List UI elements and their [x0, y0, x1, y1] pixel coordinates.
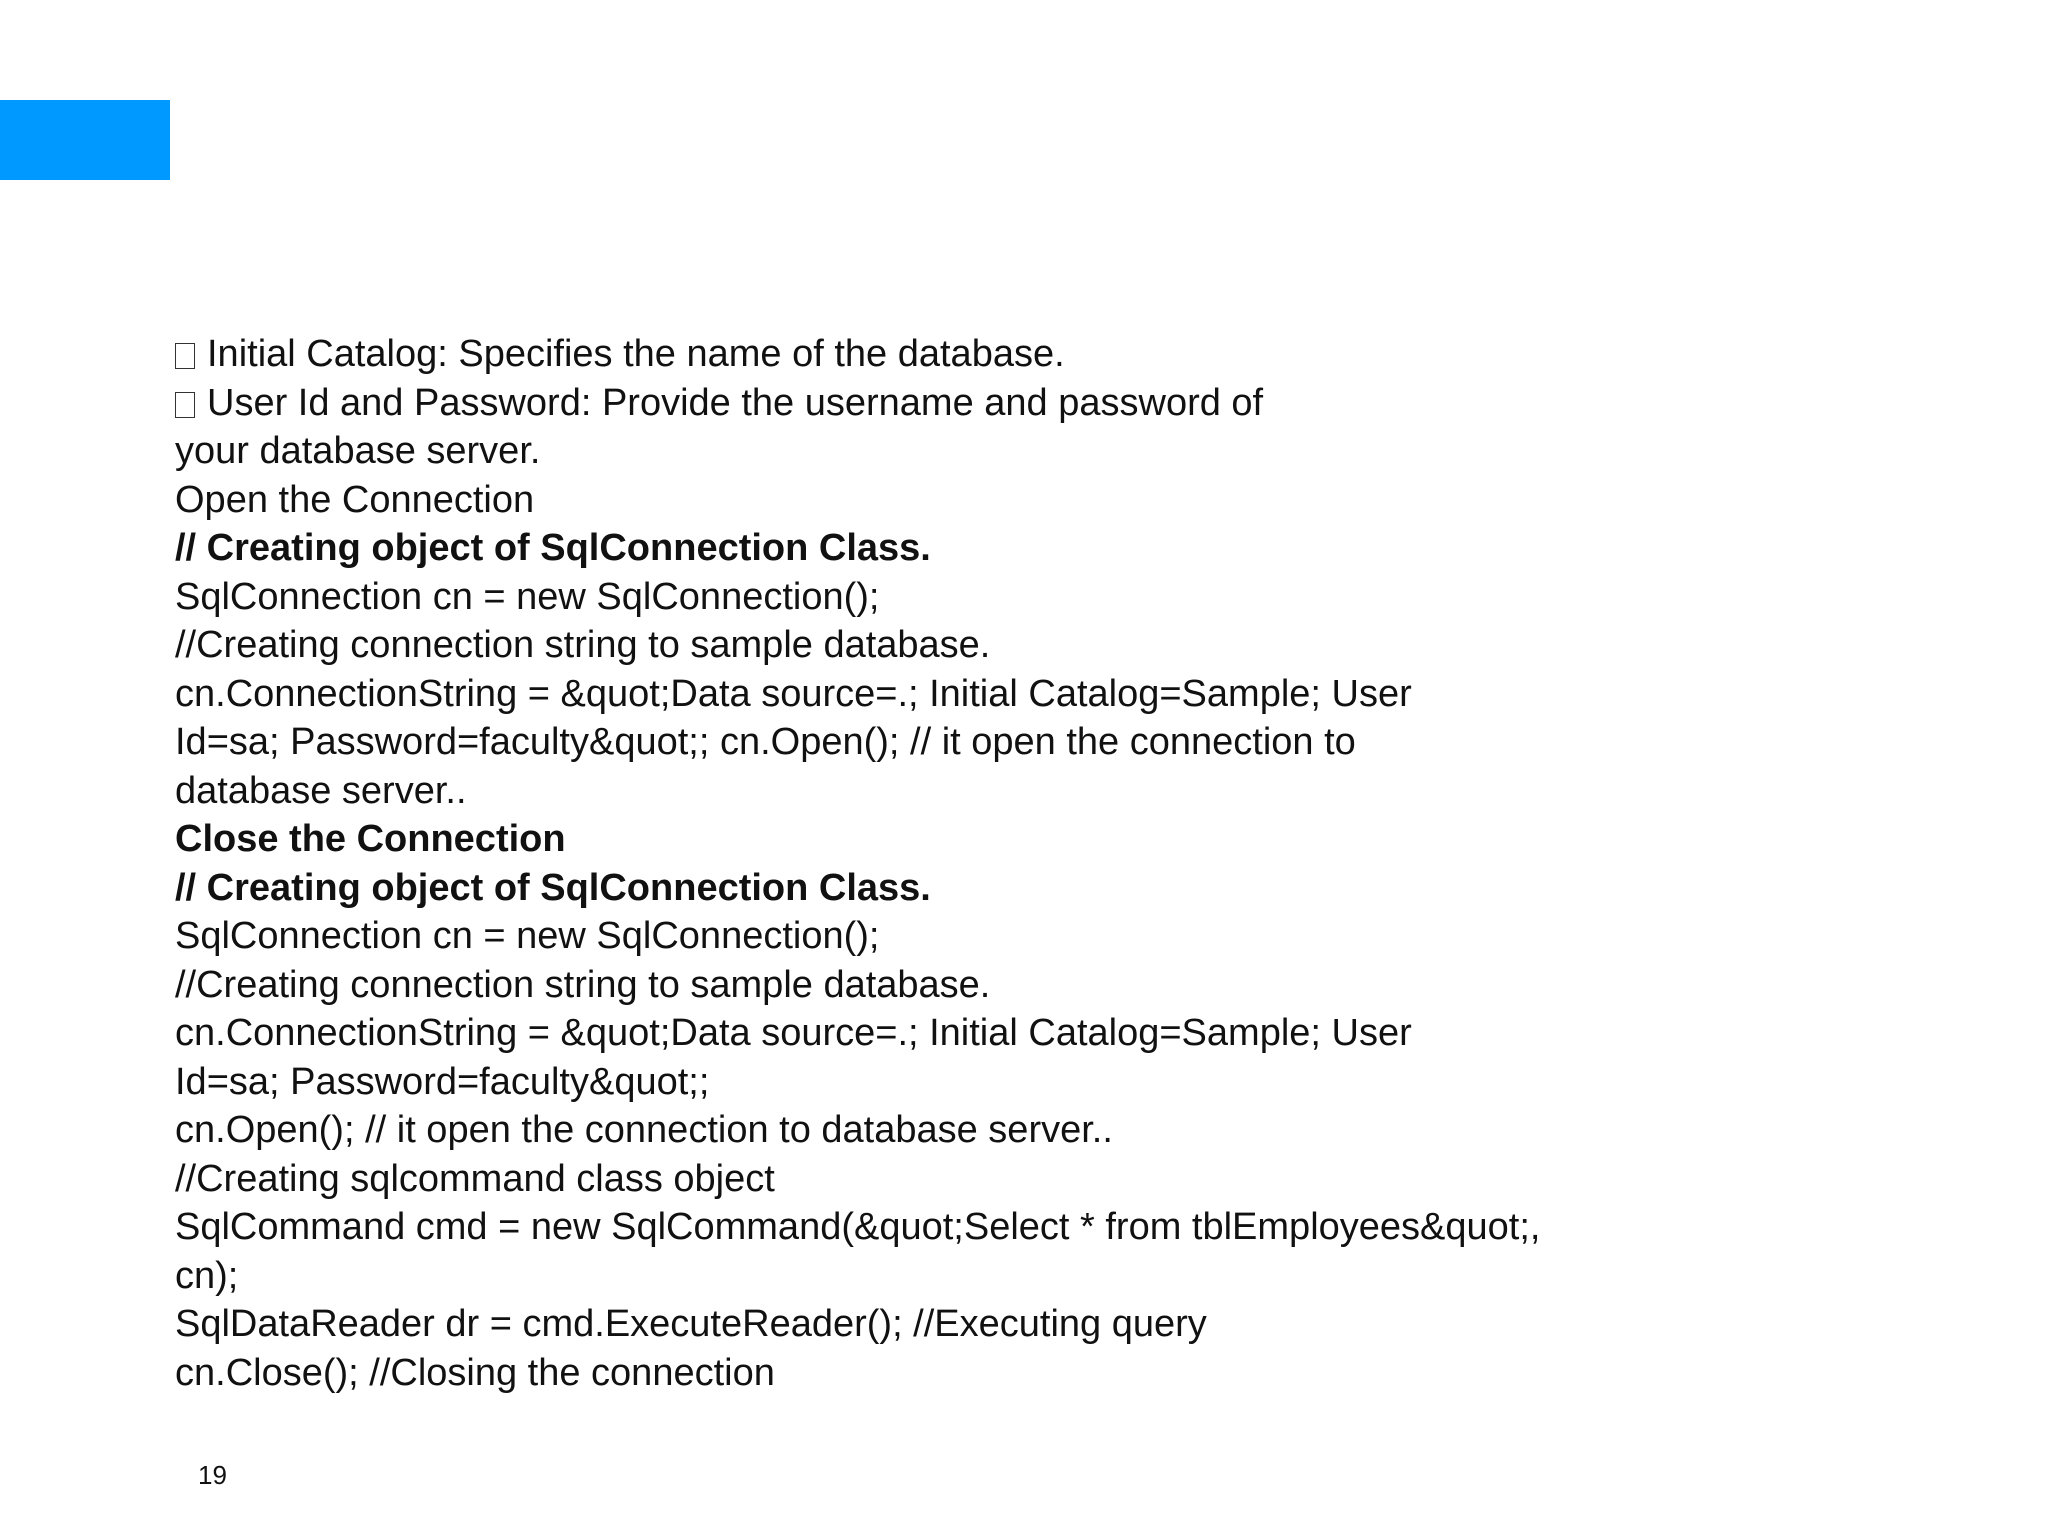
bullet-box-icon — [175, 343, 195, 369]
text-line — [175, 573, 1875, 622]
text-line-content: cn.ConnectionString = &quot;Data source=.; Initial Catalog=Sample; User — [175, 672, 1412, 715]
text-line-content: Id=sa; Password=faculty&quot;; cn.Open(); // it open the connection to — [175, 721, 1356, 763]
slide-body — [175, 330, 1875, 1397]
text-line — [175, 1009, 1875, 1058]
text-line — [175, 1203, 1875, 1252]
text-line — [175, 1058, 1875, 1107]
text-line — [175, 961, 1875, 1010]
text-line-content: cn); — [175, 1254, 239, 1297]
text-line — [175, 524, 1875, 573]
text-line — [175, 379, 1875, 428]
text-line — [175, 1106, 1875, 1155]
text-line — [175, 864, 1875, 913]
text-line-content: Close the Connection — [175, 818, 566, 860]
page-number: 19 — [198, 1460, 227, 1490]
text-line-content: database server.. — [175, 769, 467, 812]
text-line-content: cn.ConnectionString = &quot;Data source=.; Initial Catalog=Sample; User — [175, 1012, 1412, 1054]
accent-bar — [0, 100, 170, 180]
text-line-content: SqlConnection cn = new SqlConnection(); — [175, 915, 880, 957]
text-line — [175, 621, 1875, 670]
text-line-content: //Creating connection string to sample database. — [175, 624, 991, 666]
text-line — [175, 476, 1875, 525]
text-line — [175, 1349, 1875, 1398]
text-line — [175, 1300, 1875, 1349]
text-line-content: Initial Catalog: Specifies the name of the database. — [207, 333, 1065, 375]
text-line-content: //Creating connection string to sample database. — [175, 963, 991, 1006]
text-line — [175, 767, 1875, 816]
text-line — [175, 718, 1875, 767]
text-line-content: // Creating object of SqlConnection Class. — [175, 866, 931, 909]
text-line — [175, 1155, 1875, 1204]
text-line-content: SqlConnection cn = new SqlConnection(); — [175, 575, 880, 618]
text-line-content: Open the Connection — [175, 478, 535, 521]
text-line-content: SqlCommand cmd = new SqlCommand(&quot;Select * from tblEmployees&quot;, — [175, 1206, 1541, 1248]
bullet-box-icon — [175, 392, 195, 418]
text-line-content: cn.Open(); // it open the connection to database server.. — [175, 1109, 1113, 1151]
text-line — [175, 427, 1875, 476]
text-line-content: SqlDataReader dr = cmd.ExecuteReader(); //Executing query — [175, 1303, 1207, 1345]
text-line-content: User Id and Password: Provide the username and password of — [207, 381, 1264, 424]
text-line — [175, 815, 1875, 864]
text-line-content: Id=sa; Password=faculty&quot;; — [175, 1060, 710, 1103]
text-line-content: //Creating sqlcommand class object — [175, 1157, 775, 1200]
text-line — [175, 912, 1875, 961]
text-line-content: // Creating object of SqlConnection Class. — [175, 527, 931, 569]
text-line — [175, 1252, 1875, 1301]
text-line-content: cn.Close(); //Closing the connection — [175, 1351, 775, 1394]
text-line-content: your database server. — [175, 430, 541, 472]
text-line — [175, 330, 1875, 379]
text-line — [175, 670, 1875, 719]
